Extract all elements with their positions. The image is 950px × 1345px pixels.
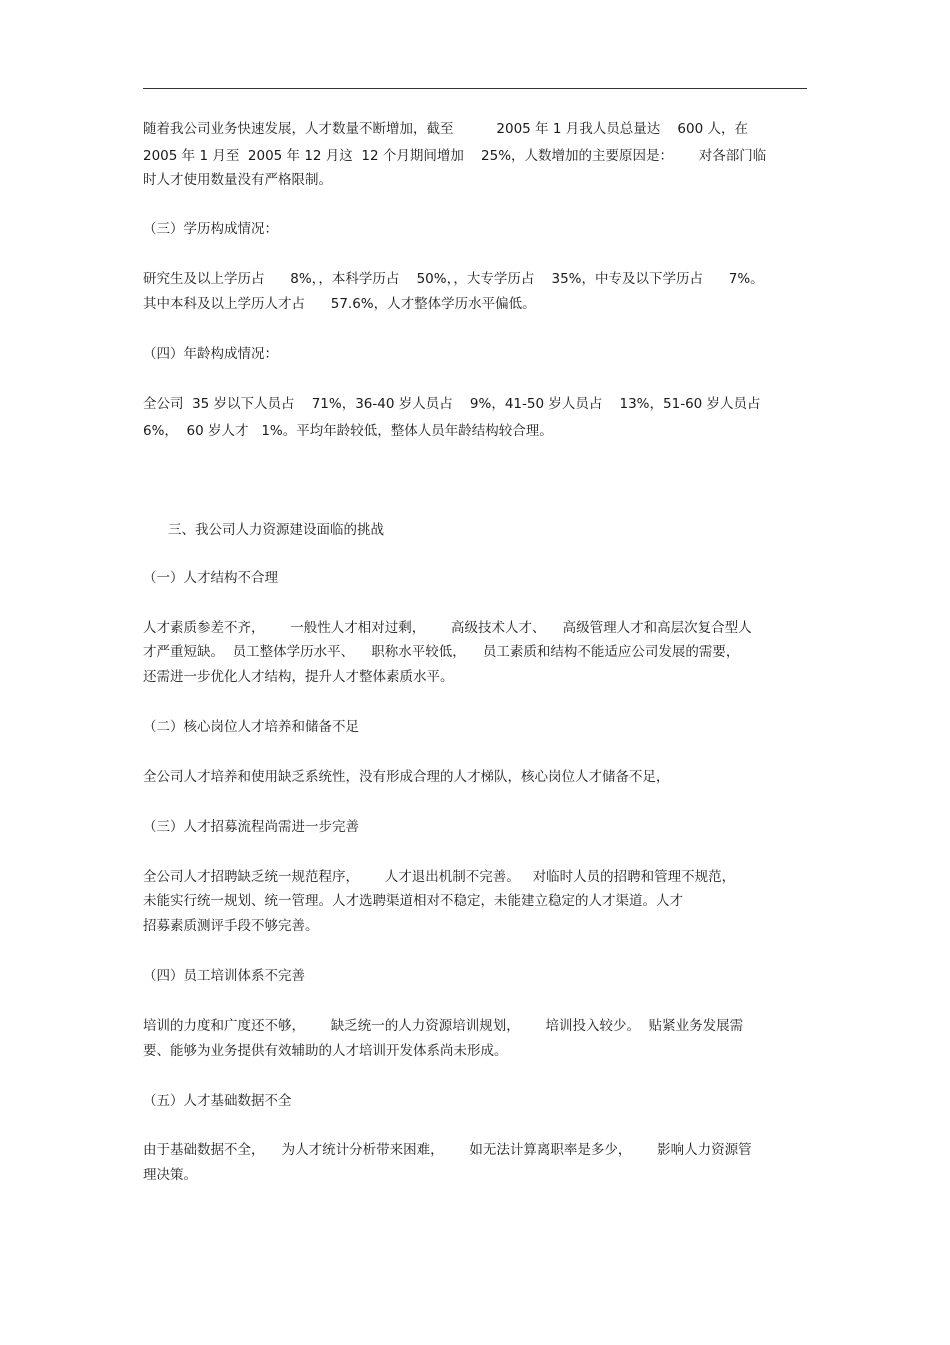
paragraph-line: 还需进一步优化人才结构，提升人才整体素质水平。 bbox=[143, 669, 454, 685]
section-heading: （三）学历构成情况： bbox=[143, 221, 278, 237]
section-heading: （三）人才招募流程尚需进一步完善 bbox=[143, 819, 359, 835]
paragraph-line: 全公司人才培养和使用缺乏系统性，没有形成合理的人才梯队，核心岗位人才储备不足， bbox=[143, 769, 670, 785]
header-rule bbox=[143, 88, 807, 89]
paragraph-line: 人才素质参差不齐， 一般性人才相对过剩， 高级技术人才、 高级管理人才和高层次复合型人 bbox=[143, 620, 752, 636]
paragraph-line: 全公司人才招聘缺乏统一规范程序， 人才退出机制不完善。 对临时人员的招聘和管理不规范， bbox=[143, 869, 736, 885]
paragraph-line: 才严重短缺。 员工整体学历水平、 职称水平较低， 员工素质和结构不能适应公司发展的需要， bbox=[143, 644, 740, 660]
paragraph-line: 2005 年 1 月至 2005 年 12 月这 12 个月期间增加 25%，人数增加的主要原因是： 对各部门临 bbox=[143, 148, 767, 164]
paragraph-line: 未能实行统一规划、统一管理。人才选聘渠道相对不稳定，未能建立稳定的人才渠道。人才 bbox=[143, 893, 683, 909]
paragraph-line: 理决策。 bbox=[143, 1167, 197, 1183]
section-heading: （四）年龄构成情况： bbox=[143, 346, 278, 362]
paragraph-line: 全公司 35 岁以下人员占 71%，36-40 岁人员占 9%，41-50 岁人员占 13%，51-60 岁人员占 bbox=[143, 396, 761, 412]
paragraph-line: 6%， 60 岁人才 1%。平均年龄较低，整体人员年龄结构较合理。 bbox=[143, 423, 553, 439]
chapter-heading: 三、我公司人力资源建设面临的挑战 bbox=[168, 522, 384, 538]
paragraph-line: 时人才使用数量没有严格限制。 bbox=[143, 172, 332, 188]
paragraph-line: 培训的力度和广度还不够， 缺乏统一的人力资源培训规划， 培训投入较少。 贴紧业务发展需 bbox=[143, 1018, 744, 1034]
section-heading: （一）人才结构不合理 bbox=[143, 570, 278, 586]
paragraph-line: 研究生及以上学历占 8%，，本科学历占 50%，，大专学历占 35%，中专及以下学历占 7%。 bbox=[143, 271, 764, 287]
paragraph-line: 由于基础数据不全， 为人才统计分析带来困难， 如无法计算离职率是多少， 影响人力资源管 bbox=[143, 1142, 752, 1158]
section-heading: （四）员工培训体系不完善 bbox=[143, 968, 305, 984]
paragraph-line: 其中本科及以上学历人才占 57.6%，人才整体学历水平偏低。 bbox=[143, 296, 536, 312]
paragraph-line: 要、能够为业务提供有效辅助的人才培训开发体系尚未形成。 bbox=[143, 1043, 508, 1059]
paragraph-line: 随着我公司业务快速发展，人才数量不断增加，截至 2005 年 1 月我人员总量达 600 人，在 bbox=[143, 121, 748, 137]
section-heading: （二）核心岗位人才培养和储备不足 bbox=[143, 719, 359, 735]
section-heading: （五）人才基础数据不全 bbox=[143, 1093, 292, 1109]
paragraph-line: 招募素质测评手段不够完善。 bbox=[143, 918, 319, 934]
